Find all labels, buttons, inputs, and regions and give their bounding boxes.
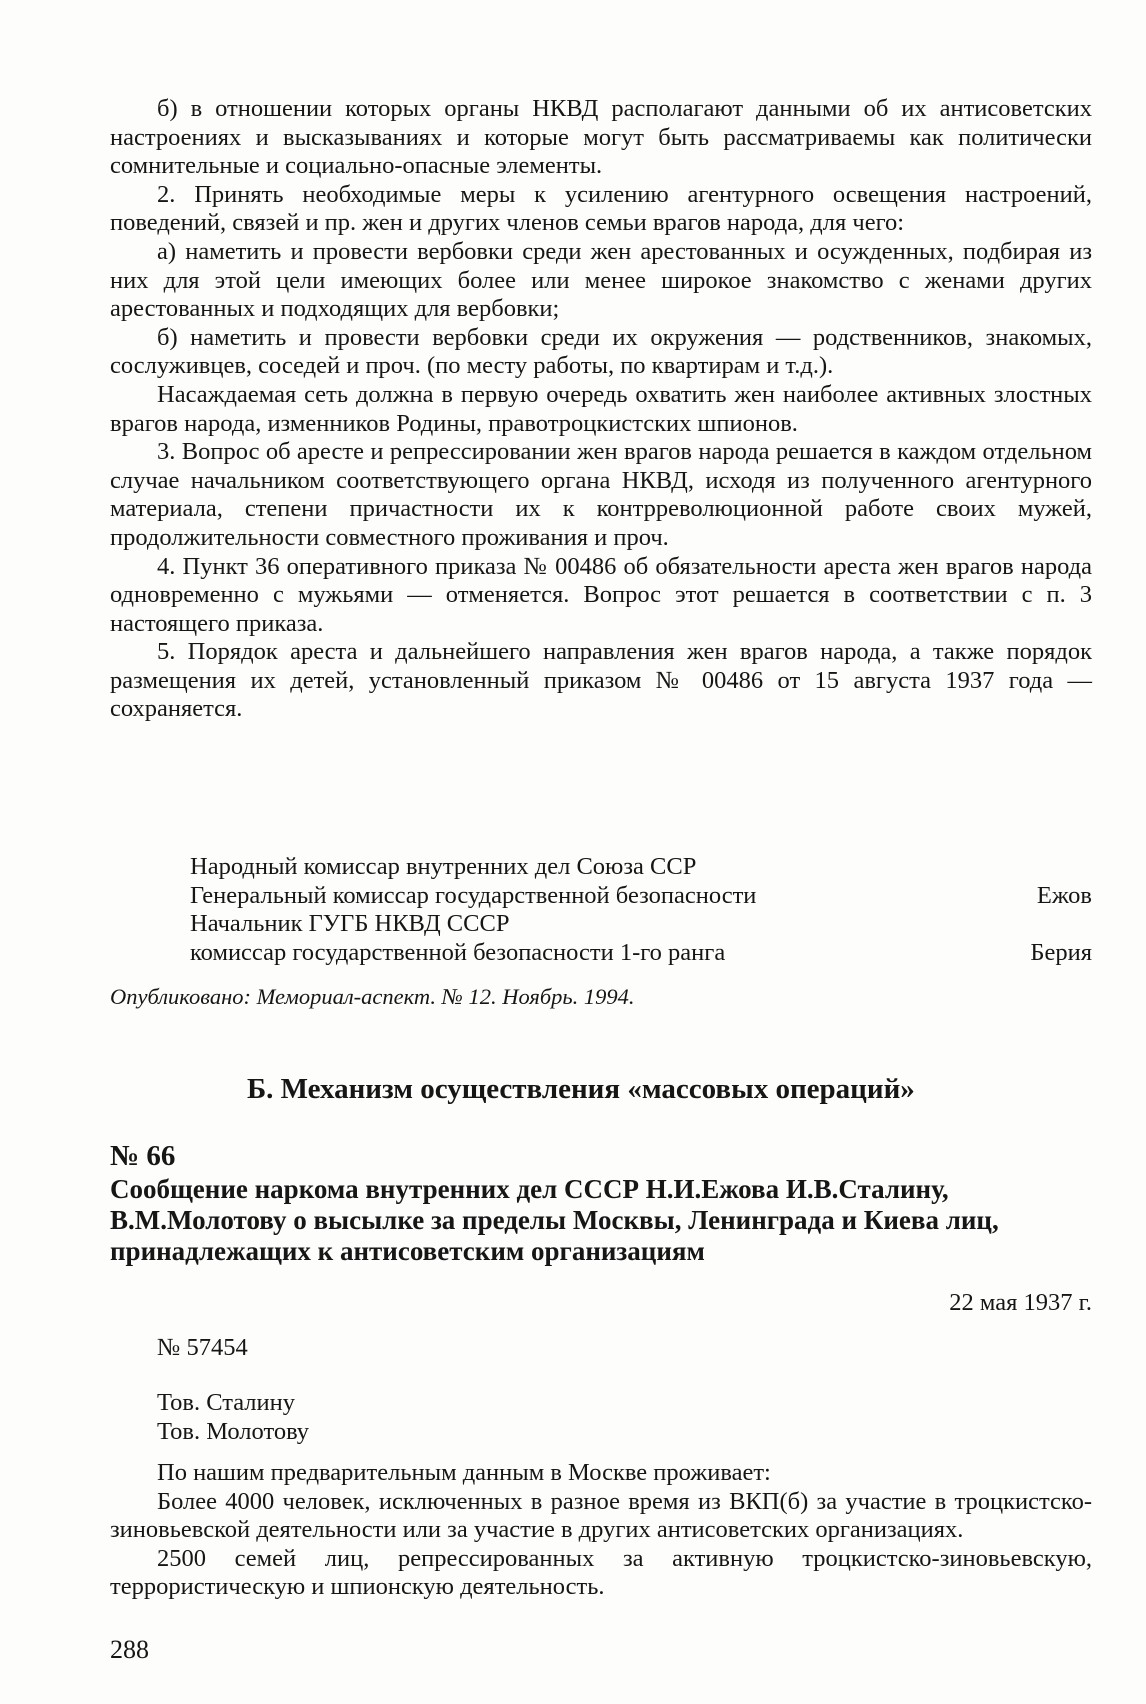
paragraph: б) в отношении которых органы НКВД располагают данными об их антисоветских настроениях и высказываниях и которые могут быть рассматриваемы как политически сомнительные и социально-опасные элементы. [110, 95, 1092, 180]
body-text-bottom [110, 1459, 1092, 1602]
addressee: Тов. Сталину [157, 1389, 296, 1416]
paragraph: Насаждаемая сеть должна в первую очередь охватить жен наиболее активных злостных врагов народа, изменников Родины, правотроцкистских шпионов. [110, 380, 1092, 437]
document-reference: № 57454 [157, 1334, 248, 1361]
signatory-name: Ежов [1036, 881, 1092, 909]
publication-note: Опубликовано: Мемориал-аспект. № 12. Ноябрь. 1994. [110, 984, 635, 1009]
paragraph: 5. Порядок ареста и дальнейшего направления жен врагов народа, а также порядок размещения их детей, установленный приказом № 00486 от 15 августа 1937 года — сохраняется. [110, 638, 1092, 723]
document-number: № 66 [110, 1140, 176, 1172]
paragraph: 4. Пункт 36 оперативного приказа № 00486 об обязательности ареста жен врагов народа одновременно с мужьями — отменяется. Вопрос этот решается в соответствии с п. 3 настоящего приказа. [110, 552, 1092, 637]
addressee: Тов. Молотову [157, 1417, 310, 1445]
signature-block [190, 853, 1092, 967]
signature-line: Начальник ГУГБ НКВД СССР [190, 910, 510, 938]
signature-line: комиссар государственной безопасности 1-го ранга [190, 938, 726, 966]
signature-line: Генеральный комиссар государственной безопасности [190, 881, 757, 909]
document-title: Сообщение наркома внутренних дел СССР Н.И.Ежова И.В.Сталину, В.М.Молотову о высылке за пределы Москвы, Ленинграда и Киева лиц, принадлежащих к антисоветским организациям [110, 1174, 999, 1266]
paragraph: Более 4000 человек, исключенных в разное время из ВКП(б) за участие в троцкистско-зиновьевской деятельности или за участие в других антисоветских организациях. [110, 1487, 1092, 1544]
addressees [157, 1389, 309, 1446]
signatory-name: Берия [1030, 938, 1092, 966]
signature-line: Народный комиссар внутренних дел Союза ССР [190, 853, 697, 880]
paragraph: б) наметить и провести вербовки среди их окружения — родственников, знакомых, сослуживцев, соседей и проч. (по месту работы, по квартирам и т.д.). [110, 323, 1092, 380]
page-number: 288 [110, 1635, 149, 1664]
paragraph: По нашим предварительным данным в Москве проживает: [157, 1459, 771, 1486]
section-title: Б. Механизм осуществления «массовых операций» [247, 1073, 915, 1105]
document-date: 22 мая 1937 г. [949, 1289, 1092, 1316]
paragraph: 2. Принять необходимые меры к усилению агентурного освещения настроений, поведений, связей и пр. жен и других членов семьи врагов народа, для чего: [110, 180, 1092, 237]
paragraph: а) наметить и провести вербовки среди жен арестованных и осужденных, подбирая из них для этой цели имеющих более или менее широкое знакомство с женами других арестованных и подходящих для вербовки; [110, 237, 1092, 323]
paragraph: 3. Вопрос об аресте и репрессировании жен врагов народа решается в каждом отдельном случае начальником соответствующего органа НКВД, исходя из полученного агентурного материала, степени причастности их к контрреволюционной работе своих мужей, продолжительности совместного проживания и проч. [110, 438, 1092, 551]
body-text-top [110, 95, 1092, 724]
paragraph: 2500 семей лиц, репрессированных за активную троцкистско-зиновьевскую, террористическую и шпионскую деятельность. [110, 1544, 1092, 1601]
